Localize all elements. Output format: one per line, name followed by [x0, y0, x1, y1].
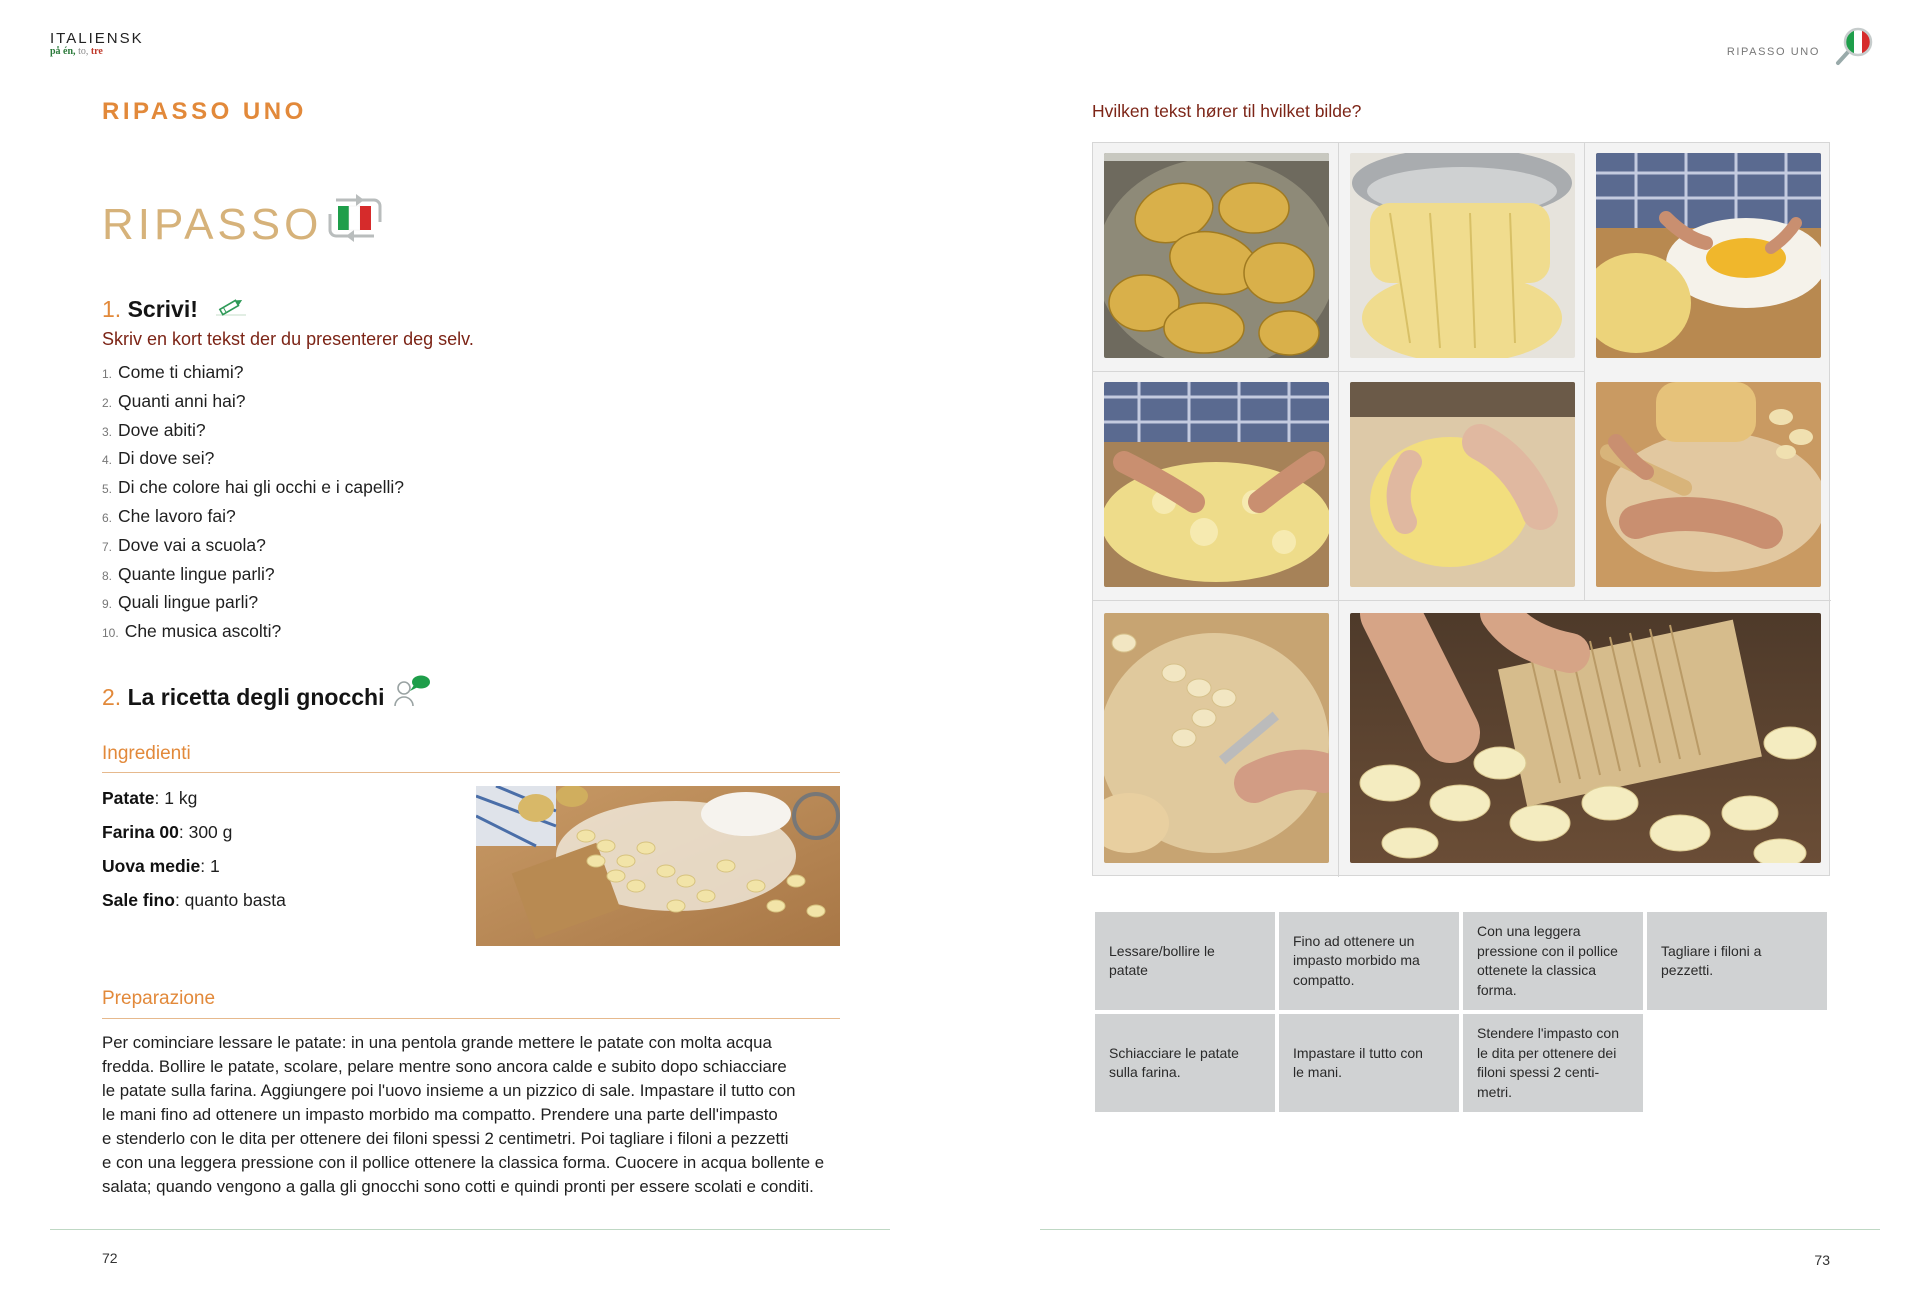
pencil-icon — [212, 296, 248, 318]
matching-question: Hvilken tekst hører til hvilket bilde? — [1092, 101, 1362, 121]
page-number-left: 72 — [102, 1250, 118, 1266]
text-box-line: pressione con il pollice — [1477, 942, 1618, 959]
question-text: Come ti chiami? — [118, 362, 244, 382]
brand-subtitle — [50, 46, 144, 57]
exercise-2-heading — [102, 684, 384, 711]
text-box-line: Stendere l'impasto con — [1477, 1025, 1619, 1041]
italy-flag-magnifier-icon — [1834, 24, 1876, 66]
exercise-1-title: Scrivi! — [127, 296, 198, 322]
ingredients-divider — [102, 772, 840, 773]
question-number: 7. — [102, 539, 113, 554]
preparation-text — [102, 1031, 844, 1199]
question-text: Quali lingue parli? — [118, 592, 259, 613]
speaking-person-icon — [392, 674, 432, 708]
photo-grid — [1092, 142, 1830, 876]
rolling-dough-photo — [1596, 382, 1821, 587]
ingredients-list — [102, 788, 286, 924]
text-box-line: forma. — [1477, 981, 1517, 998]
brand-sub-word-2: to, — [78, 46, 89, 57]
list-item — [102, 856, 286, 890]
text-box[interactable] — [1279, 1014, 1459, 1112]
text-box-line: patate — [1109, 962, 1148, 978]
footer-divider-right — [1040, 1229, 1880, 1230]
list-item — [102, 420, 404, 449]
text-box[interactable] — [1095, 1014, 1275, 1112]
text-box[interactable] — [1279, 912, 1459, 1010]
question-text: Di che colore hai gli occhi e i capelli? — [118, 477, 404, 498]
ricer-potatoes-photo — [1350, 153, 1575, 358]
text-box-line: impasto morbido ma — [1293, 952, 1420, 969]
preparation-line: salata; quando vengono a galla gli gnocchi sono cotti e quindi pronti per essere scolati e conditi. — [102, 1177, 814, 1196]
list-item — [102, 448, 404, 477]
exercise-1-instruction: Skriv en kort tekst der du presenterer deg selv. — [102, 329, 474, 349]
running-head: RIPASSO UNO — [1726, 46, 1820, 58]
brand-sub-word-1: på én, — [50, 46, 76, 57]
list-item — [102, 621, 404, 650]
question-text: Dove abiti? — [118, 419, 206, 440]
exercise-2-number: 2. — [102, 684, 122, 710]
repeat-flag-icon — [322, 192, 388, 244]
question-text: Quanti anni hai? — [118, 390, 246, 411]
gnocchi-on-board-photo — [476, 786, 840, 946]
text-box[interactable] — [1463, 912, 1643, 1010]
question-text: Di dove sei? — [118, 448, 215, 469]
exercise-1-heading — [102, 296, 198, 323]
ingredient-amount: : 1 kg — [154, 788, 198, 808]
question-number: 10. — [102, 626, 119, 641]
list-item — [102, 564, 404, 593]
question-number: 3. — [102, 424, 113, 439]
preparation-divider — [102, 1018, 840, 1019]
list-item — [102, 362, 404, 391]
question-text: Che musica ascolti? — [124, 621, 282, 642]
list-item — [102, 391, 404, 420]
brand-title: ITALIENSK — [50, 30, 144, 47]
question-number: 6. — [102, 510, 113, 525]
ingredient-amount: : 1 — [200, 856, 220, 876]
list-item — [102, 535, 404, 564]
brand-logo — [50, 30, 144, 57]
preparation-line: e stenderlo con le dita per ottenere dei filoni spessi 2 centimetri. Poi tagliare i filoni a pezzetti — [102, 1129, 789, 1148]
brand-sub-word-3: tre — [90, 46, 103, 57]
text-box-line: ottenete la classica — [1477, 962, 1597, 978]
ingredient-name: Uova medie — [102, 856, 201, 876]
shaping-gnocchi-photo — [1350, 613, 1821, 863]
question-text: Quante lingue parli? — [118, 563, 275, 584]
ingredients-heading: Ingredienti — [102, 743, 191, 764]
list-item — [102, 592, 404, 621]
text-box-line: metri. — [1477, 1083, 1512, 1100]
preparation-line: Per cominciare lessare le patate: in una pentola grande mettere le patate con molta acqua — [102, 1033, 772, 1052]
ingredient-name: Patate — [102, 788, 155, 808]
question-list — [102, 362, 404, 650]
cutting-dough-photo — [1104, 613, 1329, 863]
exercise-2-title: La ricetta degli gnocchi — [127, 684, 385, 710]
text-box-line: le dita per ottenere dei — [1477, 1044, 1617, 1061]
preparation-heading: Preparazione — [102, 988, 216, 1009]
list-item — [102, 788, 286, 822]
page-title: RIPASSO — [102, 200, 323, 249]
text-box-line: Con una leggera — [1477, 923, 1581, 939]
ingredient-amount: : 300 g — [178, 822, 233, 842]
text-box-line: le mani. — [1293, 1064, 1343, 1080]
section-label: RIPASSO UNO — [102, 98, 307, 125]
egg-in-flour-photo — [1596, 153, 1821, 358]
list-item — [102, 506, 404, 535]
question-number: 4. — [102, 453, 113, 468]
text-box-line: Tagliare i filoni a — [1661, 942, 1762, 959]
text-box[interactable] — [1647, 912, 1827, 1010]
page-number-right: 73 — [1814, 1252, 1830, 1268]
list-item — [102, 890, 286, 924]
question-number: 9. — [102, 597, 113, 612]
text-box-line: Lessare/bollire le — [1109, 942, 1215, 959]
ingredient-amount: : quanto basta — [174, 890, 286, 910]
text-box-line: filoni spessi 2 centi- — [1477, 1064, 1600, 1080]
text-box-line: Impastare il tutto con — [1293, 1044, 1423, 1061]
question-number: 5. — [102, 482, 113, 497]
text-box-line: Schiacciare le patate — [1109, 1044, 1239, 1061]
question-number: 1. — [102, 367, 113, 381]
list-item — [102, 477, 404, 506]
ingredient-name: Sale fino — [102, 890, 175, 910]
text-box-line: sulla farina. — [1109, 1064, 1181, 1080]
question-text: Che lavoro fai? — [118, 505, 236, 526]
footer-divider-left — [50, 1229, 890, 1230]
text-box-line: compatto. — [1293, 971, 1355, 988]
text-box-line: pezzetti. — [1661, 962, 1714, 978]
text-box-line: Fino ad ottenere un — [1293, 932, 1415, 949]
preparation-line: e con una leggera pressione con il pollice ottenere la classica forma. Cuocere in acqua bollente e — [102, 1153, 825, 1172]
text-box[interactable] — [1463, 1014, 1643, 1112]
text-box[interactable] — [1095, 912, 1275, 1010]
question-number: 2. — [102, 395, 113, 410]
ingredient-name: Farina 00 — [102, 822, 179, 842]
preparation-line: le mani fino ad ottenere un impasto morbido ma compatto. Prendere una parte dell'impasto — [102, 1105, 778, 1124]
preparation-line: fredda. Bollire le patate, scolare, pelare mentre sono ancora calde e subito dopo schiacciare — [102, 1057, 787, 1076]
mixing-dough-photo — [1104, 382, 1329, 587]
preparation-line: le patate sulla farina. Aggiungere poi l'uovo insieme a un pizzico di sale. Impastare il tutto con — [102, 1081, 796, 1100]
kneading-dough-photo — [1350, 382, 1575, 587]
boiling-potatoes-photo — [1104, 153, 1329, 358]
list-item — [102, 822, 286, 856]
exercise-1-number: 1. — [102, 296, 122, 322]
question-number: 8. — [102, 568, 113, 583]
question-text: Dove vai a scuola? — [118, 534, 266, 555]
